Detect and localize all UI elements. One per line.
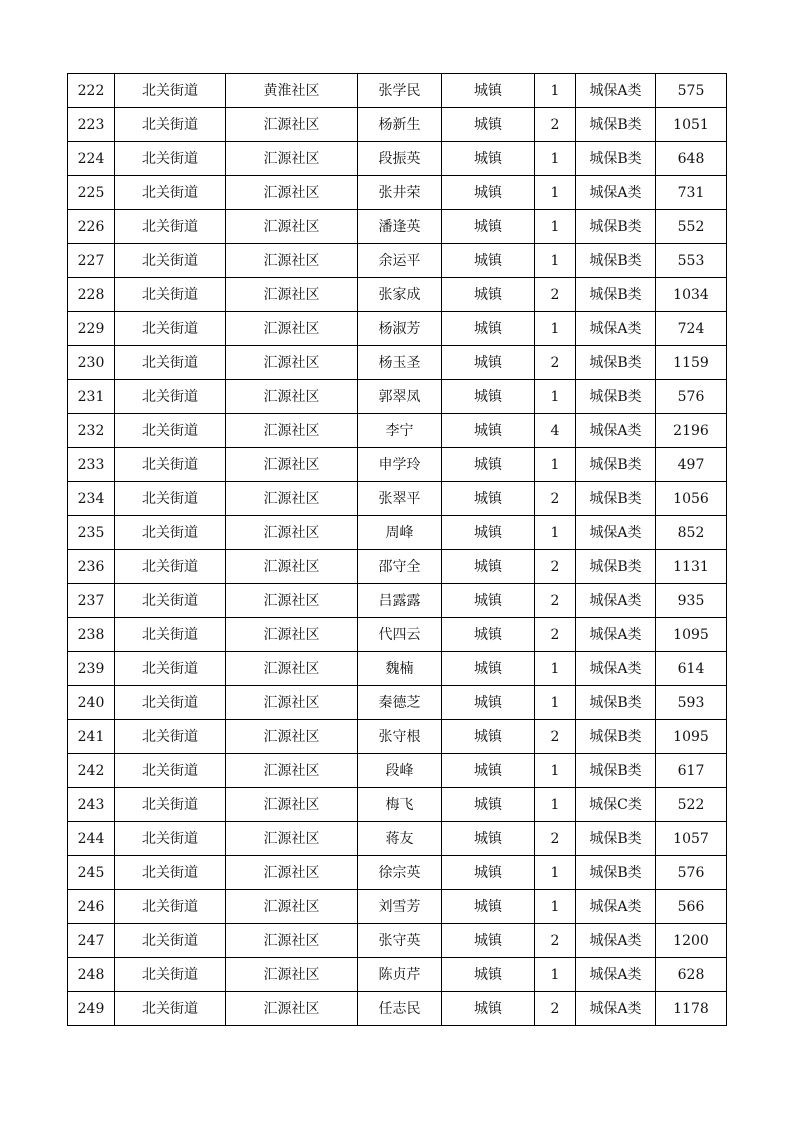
table-row [68,516,727,550]
street-cell: 北关街道 [115,448,226,482]
area-type-cell: 城镇 [442,380,535,414]
amount-cell: 724 [656,312,727,346]
assistance-category-cell: 城保A类 [576,958,656,992]
household-size-cell: 1 [535,244,576,278]
name-cell: 张守根 [358,720,442,754]
household-size-cell: 1 [535,788,576,822]
area-type-cell: 城镇 [442,210,535,244]
row-number-cell: 243 [68,788,115,822]
street-cell: 北关街道 [115,992,226,1026]
assistance-category-cell: 城保B类 [576,856,656,890]
community-cell: 汇源社区 [226,414,358,448]
household-size-cell: 1 [535,652,576,686]
household-size-cell: 2 [535,482,576,516]
amount-cell: 1200 [656,924,727,958]
amount-cell: 648 [656,142,727,176]
table-row [68,856,727,890]
household-size-cell: 2 [535,618,576,652]
assistance-category-cell: 城保A类 [576,924,656,958]
assistance-category-cell: 城保A类 [576,176,656,210]
assistance-category-cell: 城保B类 [576,210,656,244]
community-cell: 黄淮社区 [226,74,358,108]
amount-cell: 731 [656,176,727,210]
row-number-cell: 244 [68,822,115,856]
community-cell: 汇源社区 [226,958,358,992]
row-number-cell: 238 [68,618,115,652]
table-row [68,754,727,788]
community-cell: 汇源社区 [226,210,358,244]
area-type-cell: 城镇 [442,550,535,584]
name-cell: 周峰 [358,516,442,550]
street-cell: 北关街道 [115,822,226,856]
row-number-cell: 241 [68,720,115,754]
street-cell: 北关街道 [115,550,226,584]
area-type-cell: 城镇 [442,992,535,1026]
roster-sheet [67,73,727,1026]
area-type-cell: 城镇 [442,448,535,482]
community-cell: 汇源社区 [226,448,358,482]
street-cell: 北关街道 [115,890,226,924]
name-cell: 梅飞 [358,788,442,822]
row-number-cell: 224 [68,142,115,176]
name-cell: 刘雪芳 [358,890,442,924]
community-cell: 汇源社区 [226,380,358,414]
community-cell: 汇源社区 [226,550,358,584]
household-size-cell: 2 [535,992,576,1026]
table-row [68,380,727,414]
street-cell: 北关街道 [115,686,226,720]
assistance-category-cell: 城保A类 [576,652,656,686]
community-cell: 汇源社区 [226,924,358,958]
name-cell: 陈贞芹 [358,958,442,992]
amount-cell: 552 [656,210,727,244]
community-cell: 汇源社区 [226,244,358,278]
amount-cell: 576 [656,380,727,414]
name-cell: 杨玉圣 [358,346,442,380]
street-cell: 北关街道 [115,312,226,346]
assistance-category-cell: 城保B类 [576,108,656,142]
household-size-cell: 1 [535,686,576,720]
household-size-cell: 1 [535,890,576,924]
area-type-cell: 城镇 [442,720,535,754]
amount-cell: 628 [656,958,727,992]
area-type-cell: 城镇 [442,924,535,958]
street-cell: 北关街道 [115,618,226,652]
assistance-category-cell: 城保A类 [576,74,656,108]
name-cell: 段振英 [358,142,442,176]
area-type-cell: 城镇 [442,822,535,856]
assistance-category-cell: 城保B类 [576,244,656,278]
table-row [68,584,727,618]
row-number-cell: 233 [68,448,115,482]
row-number-cell: 232 [68,414,115,448]
area-type-cell: 城镇 [442,754,535,788]
assistance-category-cell: 城保B类 [576,822,656,856]
street-cell: 北关街道 [115,142,226,176]
row-number-cell: 225 [68,176,115,210]
assistance-category-cell: 城保A类 [576,992,656,1026]
table-row [68,346,727,380]
name-cell: 任志民 [358,992,442,1026]
street-cell: 北关街道 [115,380,226,414]
street-cell: 北关街道 [115,754,226,788]
row-number-cell: 239 [68,652,115,686]
row-number-cell: 226 [68,210,115,244]
assistance-category-cell: 城保B类 [576,754,656,788]
name-cell: 余运平 [358,244,442,278]
amount-cell: 1034 [656,278,727,312]
amount-cell: 1051 [656,108,727,142]
area-type-cell: 城镇 [442,856,535,890]
row-number-cell: 240 [68,686,115,720]
community-cell: 汇源社区 [226,584,358,618]
roster-table [67,73,727,1026]
name-cell: 潘逢英 [358,210,442,244]
household-size-cell: 2 [535,550,576,584]
table-row [68,414,727,448]
street-cell: 北关街道 [115,652,226,686]
assistance-category-cell: 城保B类 [576,380,656,414]
name-cell: 徐宗英 [358,856,442,890]
name-cell: 张井荣 [358,176,442,210]
name-cell: 吕露露 [358,584,442,618]
street-cell: 北关街道 [115,74,226,108]
community-cell: 汇源社区 [226,754,358,788]
amount-cell: 2196 [656,414,727,448]
household-size-cell: 1 [535,958,576,992]
name-cell: 申学玲 [358,448,442,482]
assistance-category-cell: 城保B类 [576,482,656,516]
area-type-cell: 城镇 [442,584,535,618]
amount-cell: 1131 [656,550,727,584]
assistance-category-cell: 城保B类 [576,686,656,720]
community-cell: 汇源社区 [226,890,358,924]
community-cell: 汇源社区 [226,720,358,754]
street-cell: 北关街道 [115,516,226,550]
area-type-cell: 城镇 [442,278,535,312]
street-cell: 北关街道 [115,720,226,754]
community-cell: 汇源社区 [226,142,358,176]
community-cell: 汇源社区 [226,278,358,312]
name-cell: 段峰 [358,754,442,788]
amount-cell: 1095 [656,618,727,652]
community-cell: 汇源社区 [226,856,358,890]
row-number-cell: 236 [68,550,115,584]
community-cell: 汇源社区 [226,516,358,550]
assistance-category-cell: 城保A类 [576,618,656,652]
area-type-cell: 城镇 [442,414,535,448]
table-row [68,652,727,686]
street-cell: 北关街道 [115,958,226,992]
amount-cell: 566 [656,890,727,924]
assistance-category-cell: 城保A类 [576,414,656,448]
table-row [68,312,727,346]
row-number-cell: 234 [68,482,115,516]
row-number-cell: 248 [68,958,115,992]
table-row [68,686,727,720]
community-cell: 汇源社区 [226,108,358,142]
assistance-category-cell: 城保B类 [576,448,656,482]
assistance-category-cell: 城保A类 [576,312,656,346]
household-size-cell: 2 [535,346,576,380]
name-cell: 杨淑芳 [358,312,442,346]
community-cell: 汇源社区 [226,686,358,720]
street-cell: 北关街道 [115,346,226,380]
community-cell: 汇源社区 [226,482,358,516]
row-number-cell: 245 [68,856,115,890]
table-row [68,210,727,244]
amount-cell: 576 [656,856,727,890]
name-cell: 张翠平 [358,482,442,516]
row-number-cell: 249 [68,992,115,1026]
name-cell: 张学民 [358,74,442,108]
amount-cell: 1178 [656,992,727,1026]
name-cell: 代四云 [358,618,442,652]
household-size-cell: 4 [535,414,576,448]
street-cell: 北关街道 [115,856,226,890]
amount-cell: 852 [656,516,727,550]
street-cell: 北关街道 [115,210,226,244]
household-size-cell: 1 [535,176,576,210]
row-number-cell: 222 [68,74,115,108]
community-cell: 汇源社区 [226,822,358,856]
area-type-cell: 城镇 [442,176,535,210]
street-cell: 北关街道 [115,244,226,278]
household-size-cell: 2 [535,822,576,856]
roster-body [68,74,727,1026]
area-type-cell: 城镇 [442,958,535,992]
name-cell: 邵守全 [358,550,442,584]
household-size-cell: 2 [535,924,576,958]
area-type-cell: 城镇 [442,788,535,822]
table-row [68,108,727,142]
household-size-cell: 1 [535,448,576,482]
household-size-cell: 1 [535,516,576,550]
street-cell: 北关街道 [115,482,226,516]
name-cell: 杨新生 [358,108,442,142]
amount-cell: 614 [656,652,727,686]
table-row [68,74,727,108]
street-cell: 北关街道 [115,924,226,958]
name-cell: 郭翠凤 [358,380,442,414]
table-row [68,244,727,278]
community-cell: 汇源社区 [226,652,358,686]
row-number-cell: 246 [68,890,115,924]
household-size-cell: 2 [535,108,576,142]
street-cell: 北关街道 [115,278,226,312]
street-cell: 北关街道 [115,414,226,448]
street-cell: 北关街道 [115,584,226,618]
area-type-cell: 城镇 [442,890,535,924]
amount-cell: 1057 [656,822,727,856]
row-number-cell: 235 [68,516,115,550]
area-type-cell: 城镇 [442,346,535,380]
table-row [68,142,727,176]
assistance-category-cell: 城保C类 [576,788,656,822]
table-row [68,924,727,958]
table-row [68,958,727,992]
household-size-cell: 1 [535,312,576,346]
household-size-cell: 1 [535,856,576,890]
name-cell: 秦德芝 [358,686,442,720]
row-number-cell: 229 [68,312,115,346]
row-number-cell: 228 [68,278,115,312]
street-cell: 北关街道 [115,108,226,142]
table-row [68,550,727,584]
row-number-cell: 247 [68,924,115,958]
area-type-cell: 城镇 [442,244,535,278]
amount-cell: 1095 [656,720,727,754]
assistance-category-cell: 城保B类 [576,142,656,176]
community-cell: 汇源社区 [226,992,358,1026]
row-number-cell: 231 [68,380,115,414]
community-cell: 汇源社区 [226,788,358,822]
community-cell: 汇源社区 [226,346,358,380]
amount-cell: 497 [656,448,727,482]
street-cell: 北关街道 [115,788,226,822]
row-number-cell: 227 [68,244,115,278]
community-cell: 汇源社区 [226,618,358,652]
area-type-cell: 城镇 [442,142,535,176]
area-type-cell: 城镇 [442,652,535,686]
name-cell: 李宁 [358,414,442,448]
household-size-cell: 1 [535,380,576,414]
name-cell: 张守英 [358,924,442,958]
community-cell: 汇源社区 [226,176,358,210]
table-row [68,176,727,210]
row-number-cell: 223 [68,108,115,142]
household-size-cell: 1 [535,210,576,244]
household-size-cell: 2 [535,278,576,312]
amount-cell: 575 [656,74,727,108]
amount-cell: 1056 [656,482,727,516]
household-size-cell: 1 [535,74,576,108]
row-number-cell: 237 [68,584,115,618]
assistance-category-cell: 城保B类 [576,346,656,380]
assistance-category-cell: 城保B类 [576,278,656,312]
table-row [68,992,727,1026]
community-cell: 汇源社区 [226,312,358,346]
table-row [68,720,727,754]
assistance-category-cell: 城保B类 [576,550,656,584]
row-number-cell: 230 [68,346,115,380]
amount-cell: 617 [656,754,727,788]
area-type-cell: 城镇 [442,482,535,516]
assistance-category-cell: 城保A类 [576,516,656,550]
name-cell: 张家成 [358,278,442,312]
name-cell: 魏楠 [358,652,442,686]
row-number-cell: 242 [68,754,115,788]
amount-cell: 935 [656,584,727,618]
table-row [68,448,727,482]
area-type-cell: 城镇 [442,686,535,720]
amount-cell: 1159 [656,346,727,380]
name-cell: 蒋友 [358,822,442,856]
household-size-cell: 1 [535,754,576,788]
amount-cell: 593 [656,686,727,720]
household-size-cell: 2 [535,584,576,618]
table-row [68,278,727,312]
household-size-cell: 1 [535,142,576,176]
assistance-category-cell: 城保A类 [576,890,656,924]
area-type-cell: 城镇 [442,618,535,652]
table-row [68,890,727,924]
area-type-cell: 城镇 [442,312,535,346]
table-row [68,482,727,516]
assistance-category-cell: 城保B类 [576,720,656,754]
table-row [68,788,727,822]
area-type-cell: 城镇 [442,516,535,550]
table-row [68,822,727,856]
amount-cell: 522 [656,788,727,822]
area-type-cell: 城镇 [442,74,535,108]
assistance-category-cell: 城保A类 [576,584,656,618]
area-type-cell: 城镇 [442,108,535,142]
amount-cell: 553 [656,244,727,278]
table-row [68,618,727,652]
household-size-cell: 2 [535,720,576,754]
street-cell: 北关街道 [115,176,226,210]
